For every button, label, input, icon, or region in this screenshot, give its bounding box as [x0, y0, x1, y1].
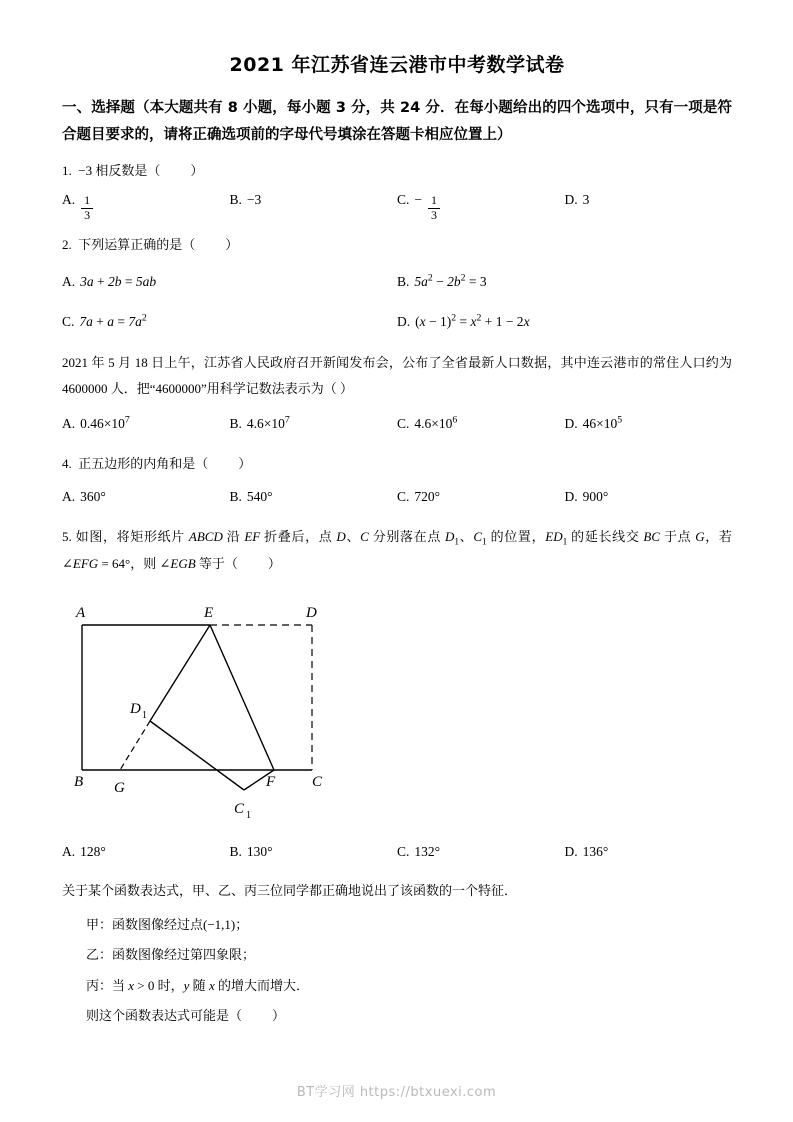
question-6-line-1: 甲：函数图像经过点(−1,1)； — [86, 916, 249, 932]
option-3-C[interactable]: C. $4.6\times 10^6$ — [397, 414, 458, 431]
question-4 — [62, 451, 732, 510]
svg-text:C: C — [234, 800, 245, 817]
option-5-A[interactable]: A. 128° — [62, 843, 106, 859]
option-1-B[interactable]: B. −3 — [229, 191, 262, 207]
question-6-stem: 关于某个函数表达式，甲、乙、丙三位同学都正确地说出了该函数的一个特征． — [62, 883, 518, 899]
question-2-options-row1 — [62, 269, 732, 295]
question-2-options-row2 — [62, 309, 732, 335]
option-2-D[interactable]: D. $(x - 1)^2 = x^2 + 1 - 2x$ — [397, 312, 530, 329]
question-5 — [62, 524, 732, 865]
question-2-text: 下列运算正确的是（ ） — [75, 236, 239, 252]
fraction-one-third-neg: $\frac{1}{3}$ — [428, 194, 440, 223]
option-4-B[interactable]: B. 540° — [229, 488, 273, 504]
figure-svg — [62, 585, 382, 835]
fraction-one-third: $\frac{1}{3}$ — [81, 194, 93, 223]
option-1-A[interactable]: A. $\frac{1}{3}$ — [62, 187, 230, 223]
question-4-stem — [62, 451, 732, 476]
page-title: 2021 年江苏省连云港市中考数学试卷 — [229, 54, 565, 76]
question-6 — [62, 878, 732, 1032]
question-1-stem — [62, 158, 732, 183]
option-1-C[interactable]: C. − $\frac{1}{3}$ — [397, 187, 565, 223]
option-2-A[interactable]: A. 3a + 2b = 5ab — [62, 273, 157, 289]
question-4-options — [62, 484, 732, 510]
question-1-options — [62, 187, 732, 223]
option-2-C[interactable]: C. $7a + a = 7a^2$ — [62, 312, 147, 329]
folded-rectangle-figure — [62, 585, 732, 835]
option-5-B[interactable]: B. 130° — [229, 843, 273, 859]
question-3-stem: 2021 年 5 月 18 日上午，江苏省人民政府召开新闻发布会，公布了全省最新人口数据，其中连云港市的常住人口约为 4600000 人．把“4600000”用科学记数法表示为（ ） — [62, 355, 732, 396]
question-6-lines — [62, 910, 732, 1032]
svg-text:E: E — [204, 604, 214, 621]
svg-text:1: 1 — [246, 809, 251, 821]
option-2-B[interactable]: B. $5a^2 - 2b^2 = 3$ — [397, 272, 487, 289]
svg-text:D: D — [130, 700, 141, 717]
question-5-options — [62, 839, 732, 865]
svg-text:G: G — [114, 779, 125, 796]
svg-text:F: F — [266, 773, 276, 790]
question-4-number: 4. — [62, 455, 72, 471]
question-4-text: 正五边形的内角和是（ ） — [75, 455, 252, 471]
question-6-line-4: 则这个函数表达式可能是（ ） — [86, 1008, 286, 1024]
question-3-options — [62, 411, 732, 437]
svg-text:B: B — [74, 773, 84, 790]
option-4-A[interactable]: A. 360° — [62, 488, 106, 504]
question-1-text: −3 相反数是（ ） — [75, 162, 204, 178]
question-2-number: 2. — [62, 236, 72, 252]
question-2-stem — [62, 232, 732, 257]
svg-text:D: D — [306, 604, 317, 621]
question-3 — [62, 350, 732, 436]
question-1-number: 1. — [62, 162, 72, 178]
option-1-D[interactable]: D. 3 — [564, 191, 590, 207]
option-4-D[interactable]: D. 900° — [564, 488, 609, 504]
option-3-B[interactable]: B. $4.6\times 10^7$ — [229, 414, 290, 431]
option-5-D[interactable]: D. 136° — [564, 843, 609, 859]
question-6-line-3: 丙：当 x > 0 时，y 随 x 的增大而增大． — [86, 977, 309, 993]
option-3-D[interactable]: D. $46\times 10^5$ — [564, 414, 623, 431]
section-heading: 一、选择题（本大题共有 8 小题，每小题 3 分，共 24 分．在每小题给出的四个选项中，只有一项是符合题目要求的，请将正确选项前的字母代号填涂在答题卡相应位置上） — [62, 100, 732, 143]
option-5-C[interactable]: C. 132° — [397, 843, 441, 859]
question-2 — [62, 232, 732, 335]
svg-text:A: A — [76, 604, 86, 621]
question-6-line-2: 乙：函数图像经过第四象限； — [86, 947, 256, 963]
option-3-A[interactable]: A. $0.46\times 10^7$ — [62, 414, 130, 431]
svg-text:C: C — [312, 773, 323, 790]
question-5-stem: 5. 如图，将矩形纸片 ABCD 沿 EF 折叠后，点 D、C 分别落在点 $D_1$、$C_1$ 的位置，$ED_1$ 的延长线交 BC 于点 G，若 ∠EFG = 64°，则 ∠EGB 等于（ ） — [62, 528, 732, 572]
footer-watermark: BT学习网 https://btxuexi.com — [296, 1085, 497, 1100]
svg-text:1: 1 — [142, 709, 147, 721]
document-content — [62, 50, 732, 1032]
option-4-C[interactable]: C. 720° — [397, 488, 441, 504]
question-1 — [62, 158, 732, 223]
